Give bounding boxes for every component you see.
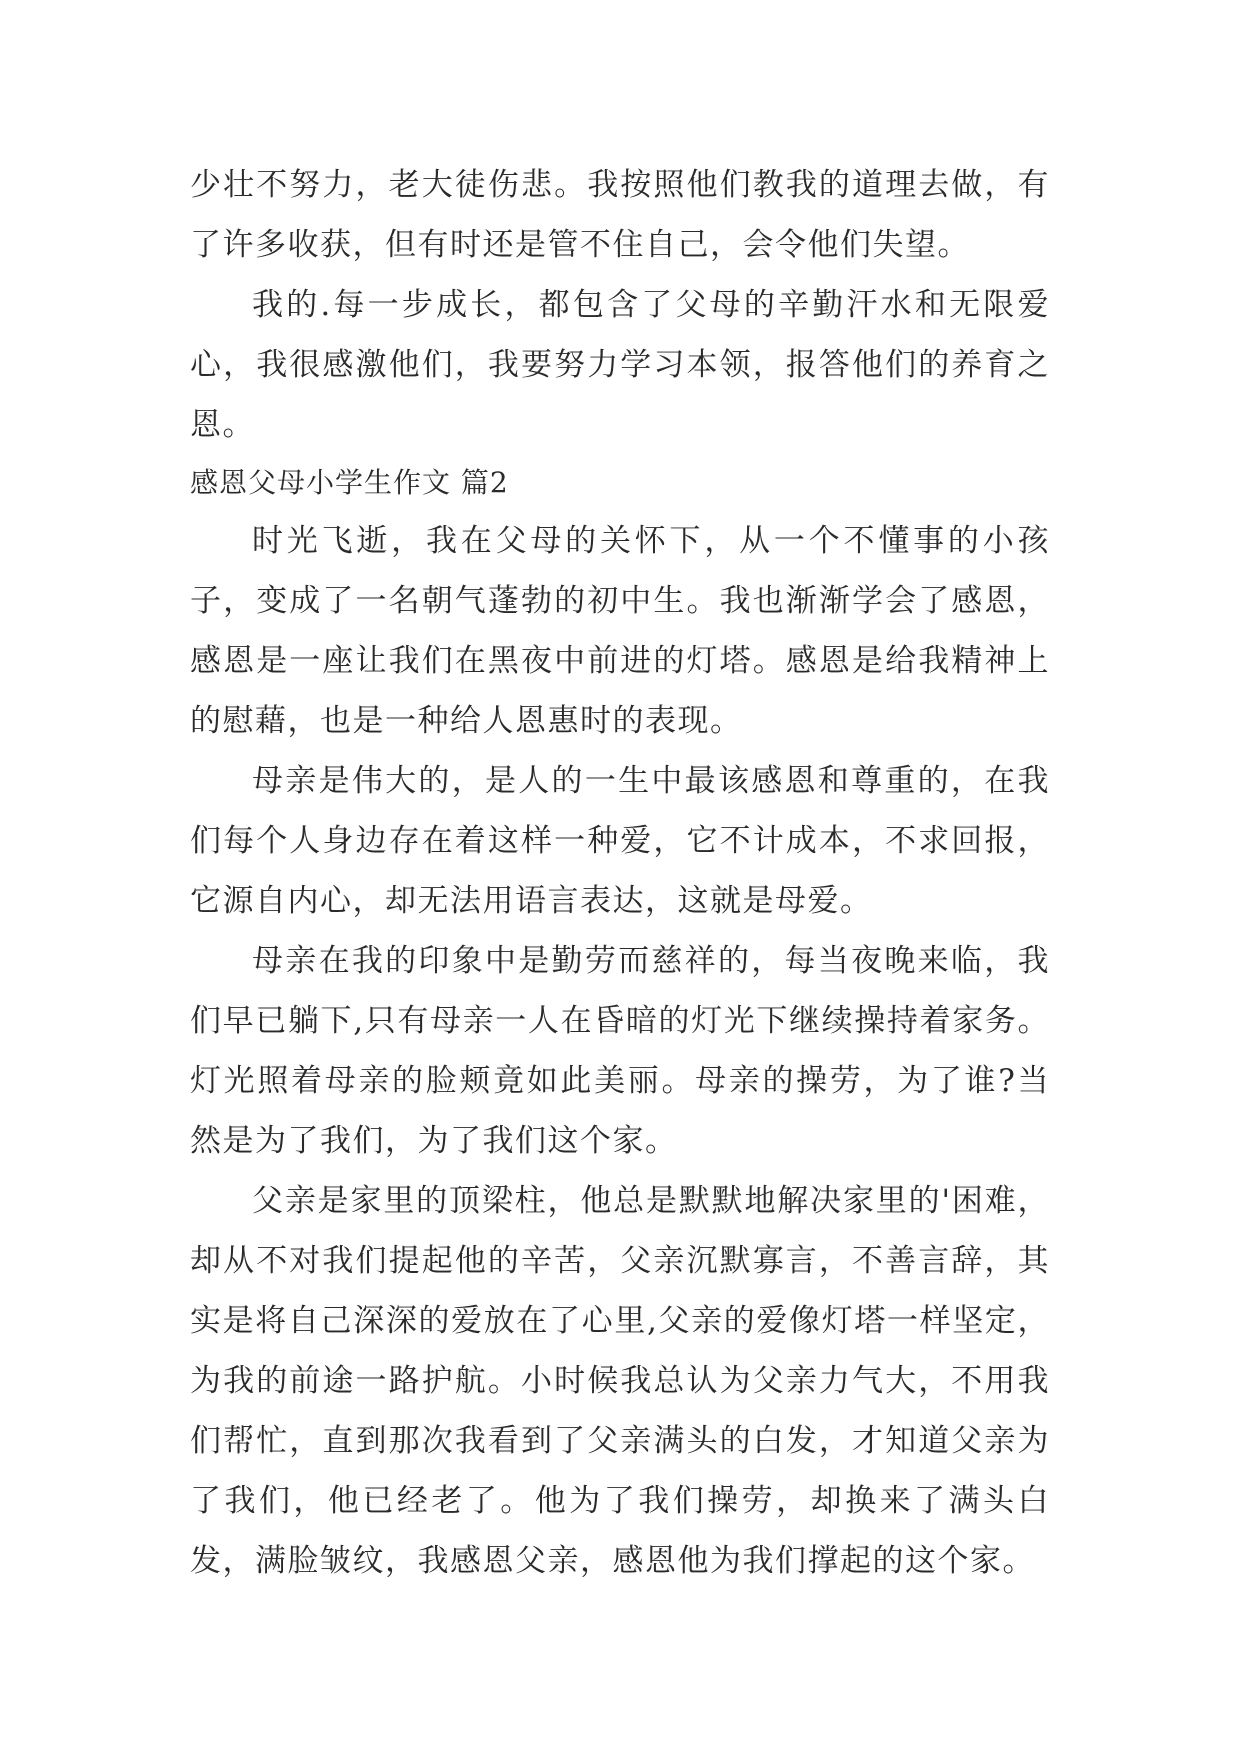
paragraph-closing-part2: 我的.每一步成长，都包含了父母的辛勤汗水和无限爱心，我很感激他们，我要努力学习本领，报答他们的养育之恩。: [190, 287, 1050, 443]
paragraph-closing-part1: 少壮不努力，老大徒伤悲。我按照他们教我的道理去做，有了许多收获，但有时还是管不住自己，会令他们失望。: [190, 167, 1050, 263]
paragraph-intro: 时光飞逝，我在父母的关怀下，从一个不懂事的小孩子，变成了一名朝气蓬勃的初中生。我也渐渐学会了感恩，感恩是一座让我们在黑夜中前进的灯塔。感恩是给我精神上的慰藉，也是一种给人恩惠时的表现。: [190, 523, 1050, 739]
paragraph-mother-work: 母亲在我的印象中是勤劳而慈祥的，每当夜晚来临，我们早已躺下,只有母亲一人在昏暗的灯光下继续操持着家务。灯光照着母亲的脸颊竟如此美丽。母亲的操劳，为了谁?当然是为了我们，为了我们这个家。: [190, 943, 1050, 1159]
paragraph-father: 父亲是家里的顶梁柱，他总是默默地解决家里的'困难，却从不对我们提起他的辛苦，父亲沉默寡言，不善言辞，其实是将自己深深的爱放在了心里,父亲的爱像灯塔一样坚定，为我的前途一路护航。小时候我总认为父亲力气大，不用我们帮忙，直到那次我看到了父亲满头的白发，才知道父亲为了我们，他已经老了。他为了我们操劳，却换来了满头白发，满脸皱纹，我感恩父亲，感恩他为我们撑起的这个家。: [190, 1183, 1050, 1579]
essay-heading: 感恩父母小学生作文 篇2: [190, 466, 509, 499]
document-body: [190, 155, 1050, 1591]
paragraph-mother-love: 母亲是伟大的，是人的一生中最该感恩和尊重的，在我们每个人身边存在着这样一种爱，它不计成本，不求回报，它源自内心，却无法用语言表达，这就是母爱。: [190, 763, 1050, 919]
